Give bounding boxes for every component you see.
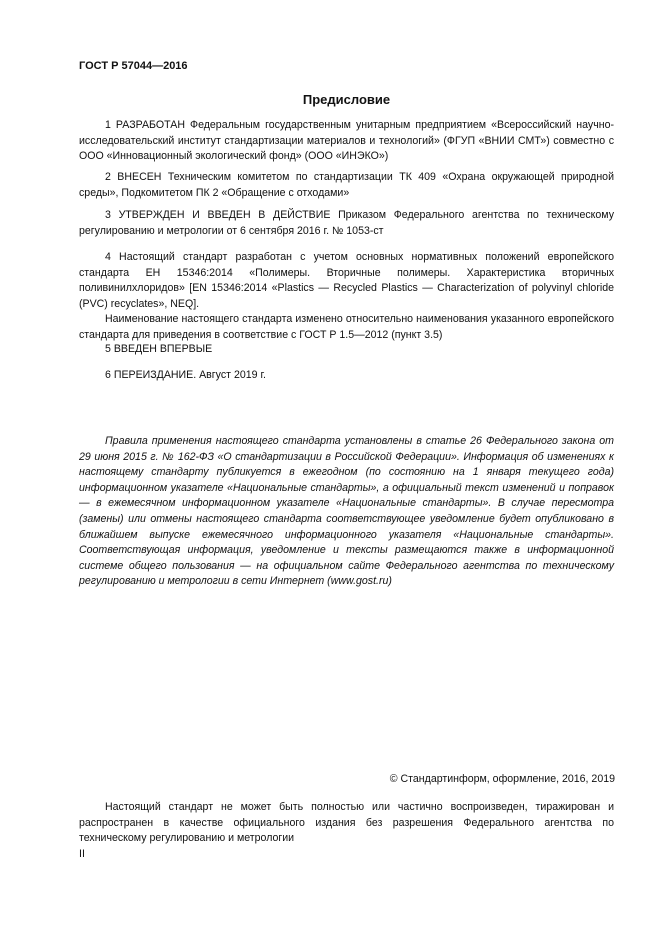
copyright-line: © Стандартинформ, оформление, 2016, 2019 xyxy=(389,773,615,785)
document-code: ГОСТ Р 57044—2016 xyxy=(79,60,188,72)
legal-notice-text: Правила применения настоящего стандарта установлены в статье 26 Федерального закона от 29 июня 2015 г. № 162-ФЗ «О стандартизации в Российской Федерации». Информация об изменениях к настоящему стандарту публикуется в ежегодном (по состоянию на 1 января текущего года) информационном указателе «Национальные стандарты», а официальный текст изменений и поправок — в ежемесячном информационном указателе «Национальные стандарты». В случае пересмотра (замены) или отмены настоящего стандарта соответствующее уведомление будет опубликовано в ближайшем выпуске ежемесячного информационного указателя «Национальные стандарты». Соответствующая информация, уведомление и тексты размещаются также в информационной системе общего пользования — на официальном сайте Федерального агентства по техническому регулированию и метрологии в сети Интернет (www.gost.ru) xyxy=(79,435,614,588)
section-3-text: 3 УТВЕРЖДЕН И ВВЕДЕН В ДЕЙСТВИЕ Приказом Федерального агентства по техническому регулированию и метрологии от 6 сентября 2016 г. № 1053-ст xyxy=(79,209,614,237)
section-2 xyxy=(79,170,614,201)
section-6 xyxy=(79,368,614,384)
section-5-text: 5 ВВЕДЕН ВПЕРВЫЕ xyxy=(105,343,213,355)
section-3 xyxy=(79,208,614,239)
reproduction-note-text: Настоящий стандарт не может быть полностью или частично воспроизведен, тиражирован и распространен в качестве официального издания без разрешения Федерального агентства по техническому регулированию и метрологии xyxy=(79,801,614,845)
section-5 xyxy=(79,342,614,358)
section-6-text: 6 ПЕРЕИЗДАНИЕ. Август 2019 г. xyxy=(105,369,266,381)
page-number: II xyxy=(79,848,85,860)
section-1-text: 1 РАЗРАБОТАН Федеральным государственным унитарным предприятием «Всероссийский научно-исследовательский институт стандартизации материалов и технологий» (ФГУП «ВНИИ СМТ») совместно с ООО «Инновационный экологический фонд» (ООО «ИНЭКО») xyxy=(79,119,614,163)
section-4-text: 4 Настоящий стандарт разработан с учетом основных нормативных положений европейского стандарта ЕН 15346:2014 «Полимеры. Вторичные полимеры. Характеристика вторичных поливинилхлоридов» [EN 15346:2014 «Plastics — Recycled Plastics — Characterization of polyvinyl chloride (PVC) recyclates», NEQ]. xyxy=(79,251,614,310)
reproduction-note xyxy=(79,800,614,847)
legal-notice xyxy=(79,434,614,590)
section-4-note: Наименование настоящего стандарта изменено относительно наименования указанного европейского стандарта для приведения в соответствие с ГОСТ Р 1.5—2012 (пункт 3.5) xyxy=(79,313,614,341)
section-1 xyxy=(79,118,614,165)
page-title: Предисловие xyxy=(302,92,391,107)
section-2-text: 2 ВНЕСЕН Техническим комитетом по стандартизации ТК 409 «Охрана окружающей природной среды», Подкомитетом ПК 2 «Обращение с отходами» xyxy=(79,171,614,199)
section-4 xyxy=(79,250,614,344)
